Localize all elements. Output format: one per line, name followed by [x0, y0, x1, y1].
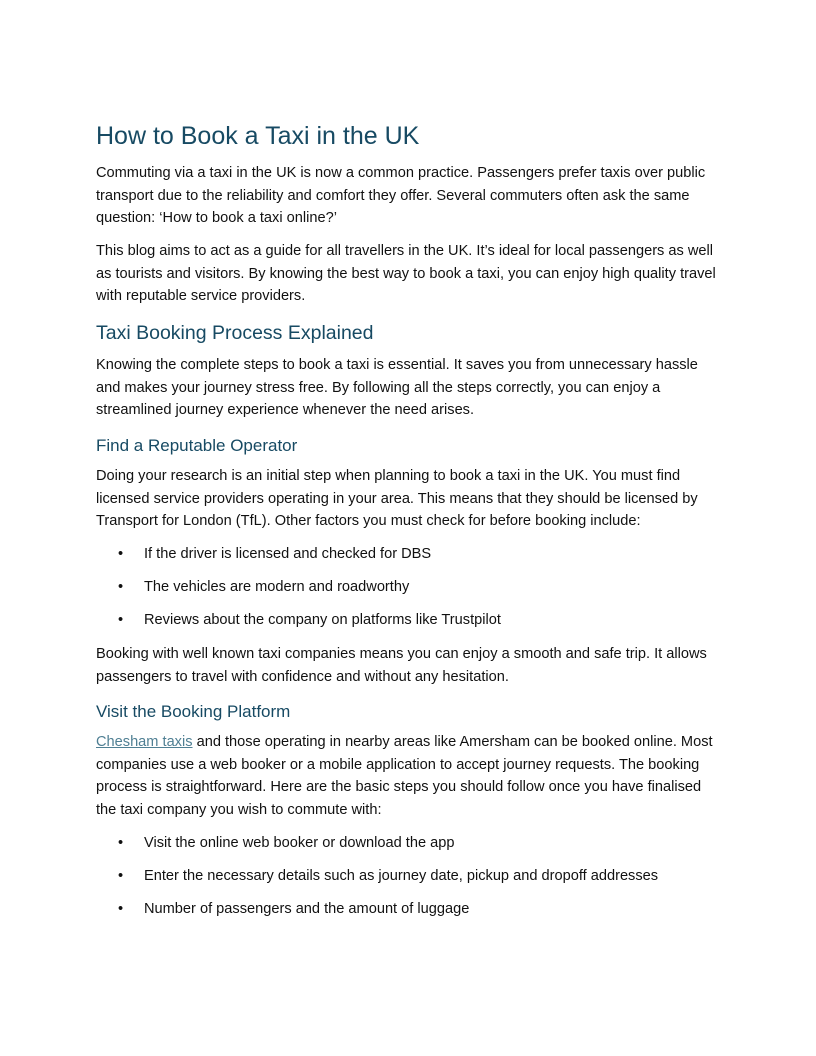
subsection-heading: Visit the Booking Platform: [96, 702, 291, 721]
list-item: [96, 609, 720, 642]
subsection-heading: Find a Reputable Operator: [96, 436, 298, 455]
list-item-text: Enter the necessary details such as journey date, pickup and dropoff addresses: [144, 868, 659, 884]
list-item-text: Reviews about the company on platforms like Trustpilot: [144, 612, 501, 628]
section-paragraph: Doing your research is an initial step when planning to book a taxi in the UK. You must find licensed service providers operating in your area. This means that they should be licensed by Transport for London (TfL). Other factors you must check for before booking include:: [96, 468, 698, 530]
list-item-text: The vehicles are modern and roadworthy: [144, 579, 410, 595]
chesham-taxis-link[interactable]: Chesham taxis: [96, 734, 193, 750]
section-paragraph: Knowing the complete steps to book a taxi is essential. It saves you from unnecessary hassle and makes your journey stress free. By following all the steps correctly, you can enjoy a streamlined journey experience whenever the need arises.: [96, 357, 698, 419]
section-paragraph: Booking with well known taxi companies means you can enjoy a smooth and safe trip. It allows passengers to travel with confidence and without any hesitation.: [96, 646, 707, 685]
list-item-text: Visit the online web booker or download the app: [144, 835, 455, 851]
page-title: How to Book a Taxi in the UK: [96, 122, 420, 150]
section-heading: Taxi Booking Process Explained: [96, 322, 374, 344]
section-paragraph: [96, 731, 720, 821]
list-item-text: If the driver is licensed and checked for DBS: [144, 546, 432, 562]
bullet-icon: •: [118, 868, 124, 884]
bullet-list: [96, 832, 720, 931]
bullet-icon: •: [118, 901, 124, 917]
list-item: [96, 865, 720, 898]
list-item: [96, 543, 720, 576]
bullet-icon: •: [118, 546, 124, 562]
bullet-list: [96, 543, 720, 642]
paragraph-text: and those operating in nearby areas like Amersham can be booked online. Most companies use a web booker or a mobile application to accept journey requests. The booking process is straightforward. Here are the basic steps you should follow once you have finalised the taxi company you wish to commute with:: [96, 734, 713, 818]
list-item: [96, 832, 720, 865]
bullet-icon: •: [118, 612, 124, 628]
bullet-icon: •: [118, 835, 124, 851]
list-item: [96, 576, 720, 609]
list-item: [96, 898, 720, 931]
list-item-text: Number of passengers and the amount of luggage: [144, 901, 470, 917]
intro-paragraph: This blog aims to act as a guide for all travellers in the UK. It’s ideal for local passengers as well as tourists and visitors. By knowing the best way to book a taxi, you can enjoy high quality travel with reputable service providers.: [96, 243, 716, 305]
intro-paragraph: Commuting via a taxi in the UK is now a common practice. Passengers prefer taxis over public transport due to the reliability and comfort they offer. Several commuters often ask the same question: ‘How to book a taxi online?’: [96, 165, 706, 227]
bullet-icon: •: [118, 579, 124, 595]
